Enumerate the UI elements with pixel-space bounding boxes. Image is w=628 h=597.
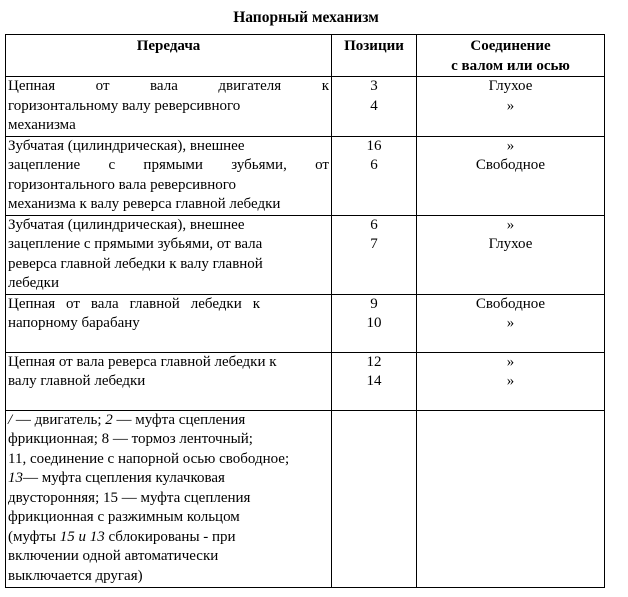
table-row [6, 136, 605, 215]
position-value: 7 [370, 236, 378, 252]
legend-line: выключается другая) [8, 567, 143, 584]
connection-value: Глухое [488, 78, 533, 94]
legend-line [8, 528, 329, 548]
connection-cell [417, 352, 605, 410]
transmission-table [5, 34, 605, 588]
legend-num: 15 и 13 [59, 528, 105, 545]
text-line: лебедки [8, 275, 59, 291]
connection-value: » [506, 373, 515, 389]
positions-cell [332, 77, 417, 137]
position-value: 10 [366, 315, 382, 331]
header-connection-line1: Соединение [470, 38, 551, 54]
position-value: 14 [366, 373, 382, 389]
legend-line: фрикционная; 8 — тормоз ленточный; [8, 431, 253, 447]
text-line: Зубчатая (цилиндрическая), внешнее [8, 216, 245, 233]
text-line: напорному барабану [8, 315, 140, 331]
legend-text: — муфта сцепления [112, 411, 246, 428]
text-line: горизонтальному валу реверсивного [8, 97, 241, 114]
position-value: 6 [370, 157, 378, 173]
table-header-row [6, 35, 605, 77]
legend-text: — муфта сцепления кулачковая [23, 470, 225, 486]
legend-row [6, 410, 605, 587]
legend-line: фрикционная с разжимным кольцом [8, 509, 240, 525]
text-line: Цепная от вала двигателя к [8, 78, 329, 94]
connection-cell [417, 77, 605, 137]
connection-value: Свободное [475, 295, 546, 312]
header-positions: Позиции [332, 35, 417, 77]
legend-line: двусторонняя; 15 — муфта сцепления [8, 489, 251, 506]
connection-cell [417, 294, 605, 352]
legend-line [8, 411, 329, 431]
connection-value: » [506, 97, 515, 114]
header-connection [417, 35, 605, 77]
legend-text: сблокированы - при [104, 528, 236, 545]
text-line: механизма к валу реверса главной лебедки [8, 196, 281, 212]
connection-value: » [506, 315, 515, 331]
positions-cell [332, 352, 417, 410]
position-value: 9 [370, 295, 378, 312]
connection-cell [417, 136, 605, 215]
text-line: зацепление с прямыми зубьями, от [8, 157, 329, 173]
connection-value: » [506, 216, 515, 233]
connection-value: » [506, 137, 515, 154]
text-line: Зубчатая (цилиндрическая), внешнее [8, 137, 245, 154]
position-value: 3 [370, 78, 378, 94]
empty-cell [332, 410, 417, 587]
text-line: Цепная от вала главной лебедки к [8, 295, 260, 312]
legend-num: 2 [105, 411, 113, 428]
text-line: Цепная от вала реверса главной лебедки к [8, 353, 277, 370]
position-value: 6 [370, 216, 378, 233]
legend-text: — двигатель; [12, 411, 106, 428]
empty-cell [417, 410, 605, 587]
legend-line: 11, соединение с напорной осью свободное; [8, 450, 290, 467]
positions-cell [332, 136, 417, 215]
legend-cell [6, 410, 332, 587]
text-line: валу главной лебедки [8, 373, 146, 389]
table-row [6, 294, 605, 352]
position-value: 4 [370, 97, 378, 114]
position-value: 16 [366, 137, 382, 154]
connection-value: » [506, 353, 515, 370]
header-connection-line2: с валом или осью [451, 57, 570, 74]
connection-cell [417, 215, 605, 294]
text-line: механизма [8, 117, 76, 133]
positions-cell [332, 215, 417, 294]
positions-cell [332, 294, 417, 352]
transmission-cell [6, 136, 332, 215]
page-title: Напорный механизм [233, 9, 379, 26]
connection-value: Глухое [488, 236, 533, 252]
table-row [6, 215, 605, 294]
legend-num: 13 [8, 470, 23, 486]
legend-num: / [8, 411, 13, 428]
legend-line: включении одной автоматически [8, 548, 219, 564]
transmission-cell [6, 294, 332, 352]
text-line: реверса главной лебедки к валу главной [8, 255, 263, 272]
position-value: 12 [366, 353, 382, 370]
table-row [6, 352, 605, 410]
legend-line [8, 469, 329, 489]
transmission-cell [6, 352, 332, 410]
connection-value: Свободное [475, 157, 546, 173]
transmission-cell [6, 215, 332, 294]
header-transmission: Передача [6, 35, 332, 77]
table-row [6, 77, 605, 137]
transmission-cell [6, 77, 332, 137]
text-line: горизонтального вала реверсивного [8, 176, 237, 193]
text-line: зацепление с прямыми зубьями, от вала [8, 236, 263, 252]
legend-text: (муфты [8, 528, 60, 545]
